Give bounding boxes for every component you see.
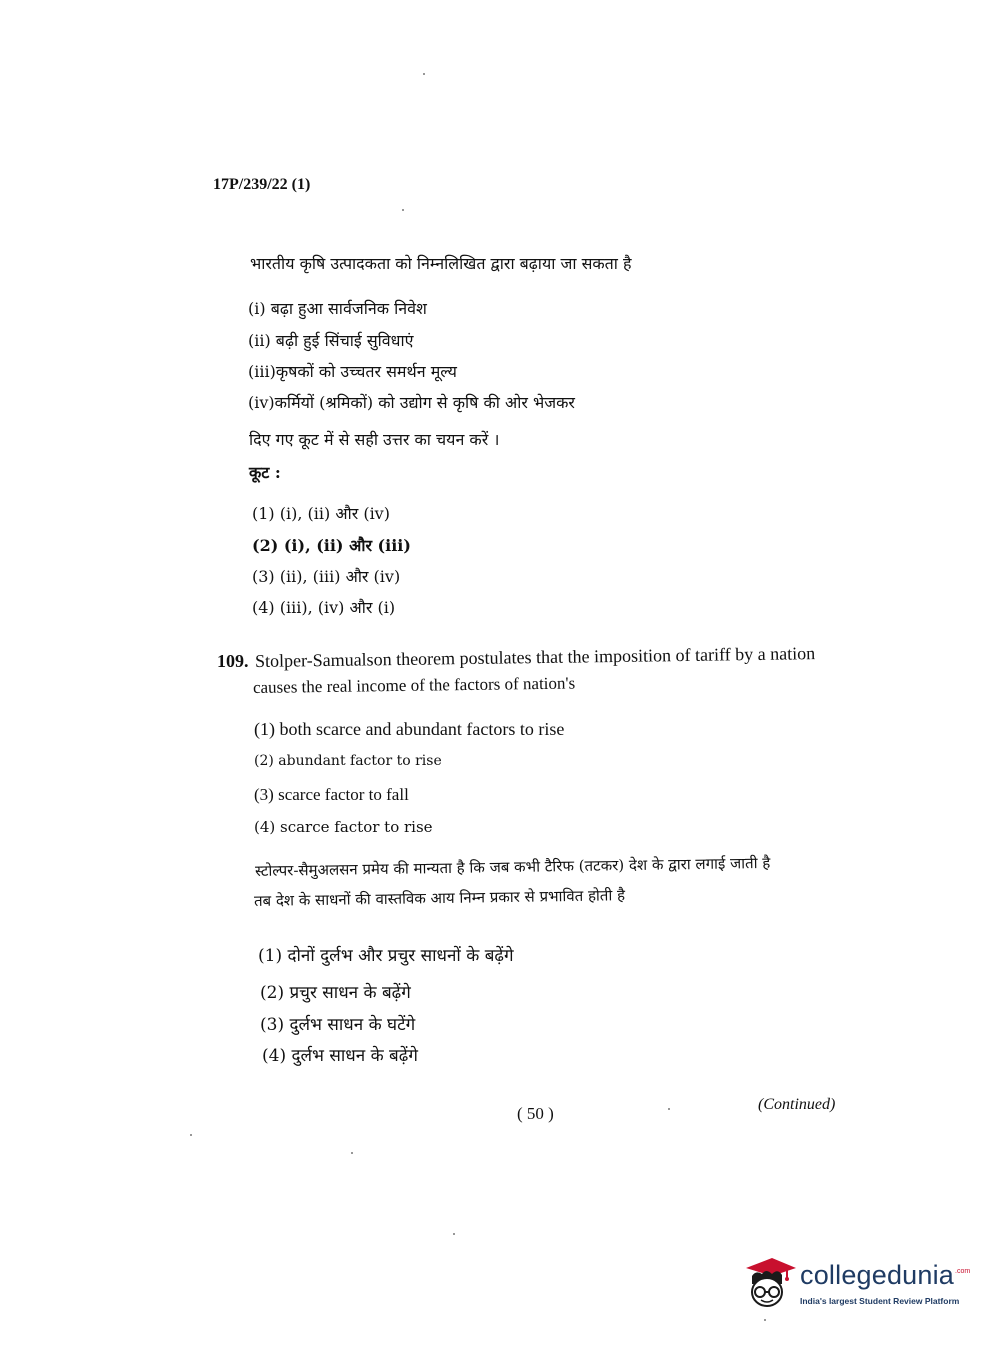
page-number: ( 50 ) xyxy=(517,1104,554,1123)
brand-tagline: India's largest Student Review Platform xyxy=(800,1296,960,1306)
brand-name: collegedunia xyxy=(800,1260,955,1290)
continued-label: (Continued) xyxy=(758,1096,836,1113)
hindi-question-line-1: स्टोल्पर-सैमुअलसन प्रमेय की मान्यता है कि जब कभी टैरिफ (तटकर) देश के द्वारा लगाई जाती है xyxy=(254,853,771,880)
english-option-2: (2) abundant factor to rise xyxy=(254,753,442,769)
scan-speck xyxy=(351,1152,353,1154)
hindi-answer-3: (3) दुर्लभ साधन के घटेंगे xyxy=(260,1015,416,1035)
hindi-question-stem: भारतीय कृषि उत्पादकता को निम्नलिखित द्वारा बढ़ाया जा सकता है xyxy=(250,254,632,273)
hindi-answer-4: (4) दुर्लभ साधन के बढ़ेंगे xyxy=(262,1046,418,1066)
statement-1: (i) बढ़ा हुआ सार्वजनिक निवेश xyxy=(248,299,427,318)
question-number: 109. xyxy=(217,651,249,671)
mascot-icon xyxy=(742,1254,798,1314)
hindi-option-2: (2) (i), (ii) और (iii) xyxy=(252,536,411,555)
hindi-option-3: (3) (ii), (iii) और (iv) xyxy=(252,567,401,586)
code-label: कूट : xyxy=(249,463,281,482)
scan-speck xyxy=(190,1134,192,1136)
hindi-question-line-2: तब देश के साधनों की वास्तविक आय निम्न प्रकार से प्रभावित होती है xyxy=(253,886,626,910)
hindi-answer-1: (1) दोनों दुर्लभ और प्रचुर साधनों के बढ़ेंगे xyxy=(258,946,514,966)
hindi-answer-2: (2) प्रचुर साधन के बढ़ेंगे xyxy=(260,983,411,1003)
statement-3: (iii)कृषकों को उच्चतर समर्थन मूल्य xyxy=(248,362,457,381)
scan-speck xyxy=(423,73,425,75)
statement-4: (iv)कर्मियों (श्रमिकों) को उद्योग से कृषि की ओर भेजकर xyxy=(248,393,575,412)
hindi-option-4: (4) (iii), (iv) और (i) xyxy=(252,598,396,617)
scan-speck xyxy=(402,209,404,211)
english-option-3: (3) scarce factor to fall xyxy=(254,785,409,804)
collegedunia-watermark xyxy=(742,1254,972,1314)
question-line-2: causes the real income of the factors of nation's xyxy=(252,673,576,697)
hindi-instruction: दिए गए कूट में से सही उत्तर का चयन करें । xyxy=(249,430,500,449)
statement-2: (ii) बढ़ी हुई सिंचाई सुविधाएं xyxy=(248,331,414,350)
scan-speck xyxy=(453,1233,455,1235)
english-option-1: (1) both scarce and abundant factors to rise xyxy=(254,719,565,739)
english-option-4: (4) scarce factor to rise xyxy=(254,818,433,836)
scan-speck xyxy=(668,1108,670,1110)
question-line-1: Stolper-Samualson theorem postulates that the imposition of tariff by a nation xyxy=(254,643,816,671)
brand-suffix: .com xyxy=(955,1268,971,1275)
hindi-option-1: (1) (i), (ii) और (iv) xyxy=(252,504,390,523)
scan-speck xyxy=(764,1319,766,1321)
paper-code: 17P/239/22 (1) xyxy=(213,176,311,193)
